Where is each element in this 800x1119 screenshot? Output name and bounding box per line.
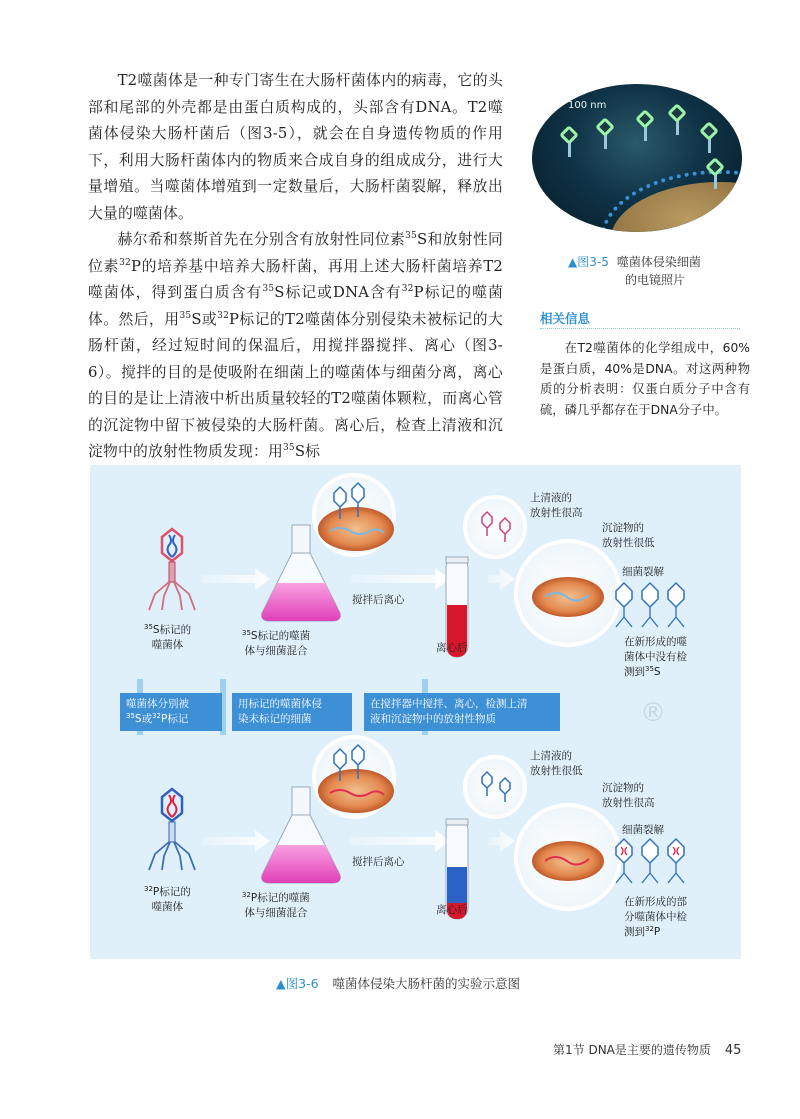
phage-particle xyxy=(708,160,722,189)
phage-particle xyxy=(670,106,684,135)
label-lysis-bottom: 细菌裂解 xyxy=(622,824,664,836)
magnifier-sediment-bottom xyxy=(516,805,620,909)
figure-3-5-caption: ▲图3-5 噬菌体侵染细菌 的电镜照片 xyxy=(568,255,701,287)
label-sediment-bottom: 沉淀物的 放射性很高 xyxy=(602,782,655,809)
figure-3-6-caption: ▲图3-6 噬菌体侵染大肠杆菌的实验示意图 xyxy=(276,976,521,991)
label-32p-flask: $^{32}$P标记的噬菌 体与细菌混合 xyxy=(242,891,310,919)
step-box-labeling: 噬菌体分别被 $^{35}$S或$^{32}$P标记 xyxy=(120,693,222,731)
new-phages-top xyxy=(616,583,684,627)
magnifier-sediment-top xyxy=(516,541,620,645)
step-box-infection: 用标记的噬菌体侵 染未标记的细菌 xyxy=(232,693,352,731)
page-number: 45 xyxy=(724,1043,742,1058)
label-lysis-top: 细菌裂解 xyxy=(622,566,664,578)
phage-particle xyxy=(562,128,576,157)
page-footer xyxy=(553,1041,741,1058)
label-32p-phage: $^{32}$P标记的 噬菌体 xyxy=(144,885,191,913)
electron-micrograph xyxy=(532,84,742,232)
paragraph-1: T2噬菌体是一种专门寄生在大肠杆菌体内的病毒，它的头部和尾部的外壳都是由蛋白质构成的，头部含有DNA。T2噬菌体侵染大肠杆菌后（图3-5），就会在自身遗传物质的作用下，利用大肠杆菌体内的物质来合成自身的组成成分，进行大量增殖。当噬菌体增殖到一定数量后，大肠杆菌裂解，释放出大量的噬菌体。 xyxy=(88,72,503,222)
arrow xyxy=(202,830,270,852)
arrow xyxy=(202,568,270,590)
step-box-centrifuge: 在搅拌器中搅拌、离心，检测上清 液和沉淀物中的放射性物质 xyxy=(364,693,560,731)
label-stir-top: 搅拌后离心 xyxy=(352,594,405,606)
related-info-title: 相关信息 xyxy=(540,311,591,326)
magnifier-infection-bottom xyxy=(314,737,394,817)
body-text xyxy=(88,68,503,466)
arrow xyxy=(488,568,515,590)
label-sediment-top: 沉淀物的 放射性很低 xyxy=(602,522,655,549)
arrow xyxy=(350,568,450,590)
label-tube-bottom: 离心后 xyxy=(436,904,468,916)
magnifier-infection-top xyxy=(314,475,394,555)
label-35s-phage: $^{35}$S标记的 噬菌体 xyxy=(144,623,192,651)
paragraph-2: 赫尔希和蔡斯首先在分别含有放射性同位素$^{35}$S和放射性同位素$^{32}$P的培养基中培养大肠杆菌，再用上述大肠杆菌培养T2噬菌体，得到蛋白质含有$^{35}$S标记或DNA含有$^{32}$P标记的噬菌体。然后，用$^{35}$S或$^{32}$P标记的T2噬菌体分别侵染未被标记的大肠杆菌，经过短时间的保温后，用搅拌器搅拌、离心（图3-6）。搅拌的目的是使吸附在细菌上的噬菌体与细菌分离，离心的目的是让上清液中析出质量较轻的T2噬菌体颗粒，而离心管的沉淀物中留下被侵染的大肠杆菌。离心后，检查上清液和沉淀物中的放射性物质发现：用$^{35}$S标 xyxy=(88,231,504,460)
label-supernatant-top: 上清液的 放射性很高 xyxy=(530,492,583,519)
new-phages-bottom xyxy=(616,839,684,883)
related-info-text: 在T2噬菌体的化学组成中，60%是蛋白质，40%是DNA。对这两种物质的分析表明：仅蛋白质分子中含有硫，磷几乎都存在于DNA分子中。 xyxy=(540,341,750,417)
registered-mark: ® xyxy=(640,698,666,728)
phage-particle xyxy=(598,120,612,149)
arrow xyxy=(350,830,450,852)
divider xyxy=(540,328,740,329)
label-result-bottom: 在新形成的部 分噬菌体中检 测到$^{32}$P xyxy=(624,896,687,938)
label-stir-bottom: 搅拌后离心 xyxy=(352,856,405,868)
arrow xyxy=(488,830,515,852)
section-title: 第1节 DNA是主要的遗传物质 xyxy=(553,1043,711,1057)
label-supernatant-bottom: 上清液的 放射性很低 xyxy=(530,750,583,777)
phage-35s xyxy=(149,529,195,610)
phage-particle xyxy=(702,124,716,153)
magnifier-supernatant-top xyxy=(465,497,525,557)
label-result-top: 在新形成的噬 菌体中没有检 测到$^{35}$S xyxy=(624,636,687,678)
label-35s-flask: $^{35}$S标记的噬菌 体与细菌混合 xyxy=(242,629,311,657)
label-tube-top: 离心后 xyxy=(436,642,468,654)
magnifier-supernatant-bottom xyxy=(465,757,525,817)
phage-32p xyxy=(149,789,195,870)
phage-particle xyxy=(638,112,652,141)
scale-label: 100 nm xyxy=(568,100,607,111)
